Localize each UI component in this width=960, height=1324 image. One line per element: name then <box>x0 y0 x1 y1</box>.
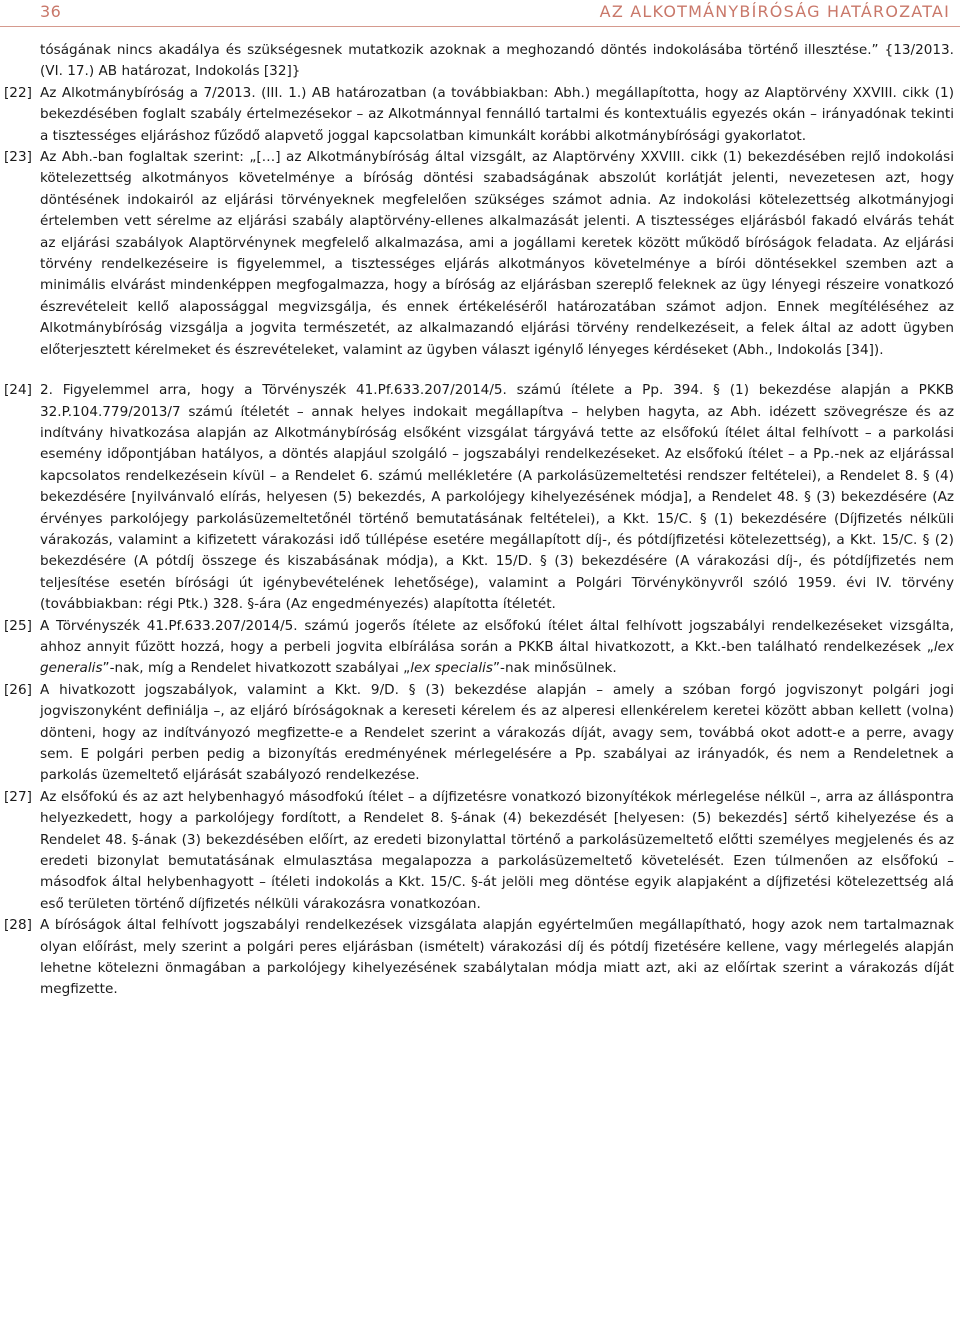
text-segment: ”-nak minősülnek. <box>493 660 617 677</box>
page-number: 36 <box>40 2 62 21</box>
italic-term: lex generalis <box>40 638 954 677</box>
intro-text: tóságának nincs akadálya és szükségesnek mutatkozik azoknak a meghozandó döntés indokolásába történő illesztése.” {13/2013. (VI. 17.) AB határozat, Indokolás [32]} <box>40 42 954 80</box>
italic-term: lex specialis <box>410 660 494 677</box>
paragraph-text: A bíróságok által felhívott jogszabályi rendelkezések vizsgálata alapján egyértelműen megállapítható, hogy azok nem tartalmaznak olyan előírást, mely szerint a polgári peres eljárásban (ismételt) várakozási díj és pótdíj fizetésére kellene, vagy mérlegelés alapján lehetne kötelezni önmagában a parkolójegy kihelyezésének szabálytalan módja miatt azt, aki az előírtak szerint a várakozás díját megfizette. <box>40 917 954 998</box>
paragraph-number: [27] <box>4 788 32 805</box>
text-segment: A Törvényszék 41.Pf.633.207/2014/5. számú jogerős ítélete az elsőfokú ítélet által felhívott jogszabályi rendelkezéseket vizsgálta, ahhoz annyit fűzött hozzá, hogy a perbeli jogvita elbírálása során a PKKB által hivatkozott, a Kkt.-ben található rendelkezések „ <box>40 617 954 655</box>
paragraph-text: A hivatkozott jogszabályok, valamint a Kkt. 9/D. § (3) bekezdése alapján – amely a szóban forgó jogviszonyt polgári jogi jogviszonyként definiálja –, az eljáró bíróságoknak a kereseti kérelem és az alperesi ellenkérelem keretei között abban kellett (volna) dönteni, hogy az indítványozó megfizette-e a Rendelet szerint a várakozás díját, avagy sem, továbbá okot adott-e a perre, avagy sem. E polgári perben pedig a bizonyítás eredményének mérlegelésére a Pp. szabályai az irányadók, és nem a Rendeletnek a parkolás üzemeltető eljárását szabályozó rendelkezése. <box>40 681 954 784</box>
paragraph-27 <box>0 787 960 915</box>
paragraph-number: [26] <box>4 681 32 698</box>
paragraph-text <box>40 618 954 677</box>
paragraph-23 <box>0 147 960 361</box>
paragraph-number: [28] <box>4 917 32 934</box>
page-header <box>0 0 960 27</box>
section-gap <box>0 361 960 380</box>
paragraph-text: Az Abh.-ban foglaltak szerint: „[…] az Alkotmánybíróság által vizsgált, az Alaptörvény XXVIII. cikk (1) bekezdésében rejlő indokolási kötelezettség alkotmányos követelménye a bíróság döntési szabadságának abszolút korlátját jelenti, nevezetesen azt, hogy döntésének indokairól az eljárási törvényeknek megfelelően szükséges számot adnia. Az indokolási kötelezettség alkotmányjogi értelemben vett sérelme az eljárási szabály alaptörvény-ellenes alkalmazását jelenti. A tisztességes eljárásból fakadó elvárás tehát az eljárási szabályok Alaptörvénynek megfelelő alkalmazása, ami a jogállami keretek között működő bíróságok feladata. Az eljárási törvény rendelkezéseire is figyelemmel, a tisztességes eljárás alkotmányos követelménye a bírói döntésekkel szemben azt a minimális elvárást mindenképpen megfogalmazza, hogy a bíróság az eljárásban szereplő feleknek az ügy lényegi részeire vonatkozó észrevételeit kellő alapossággal megvizsgálja, és ennek értékeléséről határozatában számot adjon. Ennek megítéléséhez az Alkotmánybíróság vizsgálja a jogvita természetét, az alkalmazandó eljárási törvény rendelkezéseit, a felek által az adott ügyben előterjesztett kérelmeket és észrevételeket, valamint az ügyben választ igénylő lényeges kérdéseket (Abh., Indokolás [34]). <box>40 149 954 358</box>
paragraph-28 <box>0 915 960 1001</box>
paragraph-24 <box>0 380 960 615</box>
paragraph-22 <box>0 83 960 147</box>
document-body <box>0 40 960 1001</box>
running-title: AZ ALKOTMÁNYBÍRÓSÁG HATÁROZATAI <box>599 2 950 21</box>
paragraph-text: Az Alkotmánybíróság a 7/2013. (III. 1.) AB határozatban (a továbbiakban: Abh.) megállapította, hogy az Alaptörvény XXVIII. cikk (1) bekezdésében foglalt szabály értelmezésekor – az Alkotmánnyal fennálló tartalmi és kontextuális egyezés okán – irányadónak tekinti a tisztességes eljáráshoz fűződő alapvető joggal kapcsolatban kimunkált korábbi alkotmánybírósági gyakorlatot. <box>40 84 954 144</box>
paragraph-text: 2. Figyelemmel arra, hogy a Törvényszék 41.Pf.633.207/2014/5. számú ítélete a Pp. 394. § (1) bekezdése alapján a PKKB 32.P.104.779/2013/7 számú ítéletét – annak helyes indokait megállapítva – helyben hagyta, az Abh. idézett szövegrésze és az indítvány hivatkozása alapján az Alkotmánybíróság elsőként vizsgálat tárgyává tette az elsőfokú ítélet által felhívott – a parkolási esemény időpontjában hatályos, a döntés alapjául szolgáló – jogszabályi rendelkezéseket. Az elsőfokú ítélet – a Pp.-nek az eljárással kapcsolatos rendelkezésein kívül – a Rendelet 6. számú mellékletére (A parkolásüzemeltetési rendszer feltételei), a Rendelet 8. § (4) bekezdésére [nyilvánvaló elírás, helyesen (5) bekezdés, A parkolójegy kihelyezésének módja], a Rendelet 48. § (3) bekezdésére (Az érvényes parkolójegy parkolásüzemeltetőnél történő bemutatásának feltételei), a Kkt. 15/C. § (1) bekezdésére (Díjfizetés nélküli várakozás, valamint a kifizetett várakozási idő túllépése esetére megállapított díj-, és pótdíjfizetési kötelezettség), a Kkt. 15/C. § (2) bekezdésére (A pótdíj összege és kiszabásának módja), a Kkt. 15/D. § (3) bekezdésére (A várakozási díj-, és pótdíjfizetés nem teljesítése esetén bírósági út igénybevételének lehetősége), valamint a Polgári Törvénykönyvről szóló 1959. évi IV. törvény (továbbiakban: régi Ptk.) 328. §-ára (Az engedményezés) alapította ítéletét. <box>40 382 954 613</box>
paragraph-26 <box>0 680 960 787</box>
paragraph-number: [22] <box>4 84 32 101</box>
intro-paragraph <box>0 40 960 83</box>
paragraph-text: Az elsőfokú és az azt helybenhagyó másodfokú ítélet – a díjfizetésre vonatkozó bizonyítékok mérlegelése nélkül –, arra az álláspontra helyezkedett, hogy a parkolójegy fordított, a Rendelet 8. §-ának (4) bekezdését [helyesen: (5) bekezdés] sértő kihelyezése és a Rendelet 48. §-ának (3) bekezdésében előírt, az eredeti bizonylattal történő a parkolásüzemeltető előtti személyes megjelenés és az eredeti bizonylat bemutatásának elmulasztása megalapozza a parkolásüzemeltető követelését. Ezen túlmenően az elsőfokú – másodfok által helybenhagyott – ítéleti indokolás a Kkt. 15/C. §-át jelöli meg döntése egyik alapjaként a díjfizetési kötelezettség alá eső területen történő díjfizetés nélküli várakozásra vonatkozóan. <box>40 788 954 912</box>
paragraph-25 <box>0 616 960 680</box>
paragraph-number: [25] <box>4 617 32 634</box>
text-segment: ”-nak, míg a Rendelet hivatkozott szabályai „ <box>102 660 411 677</box>
paragraph-number: [24] <box>4 382 32 399</box>
paragraph-number: [23] <box>4 149 32 166</box>
